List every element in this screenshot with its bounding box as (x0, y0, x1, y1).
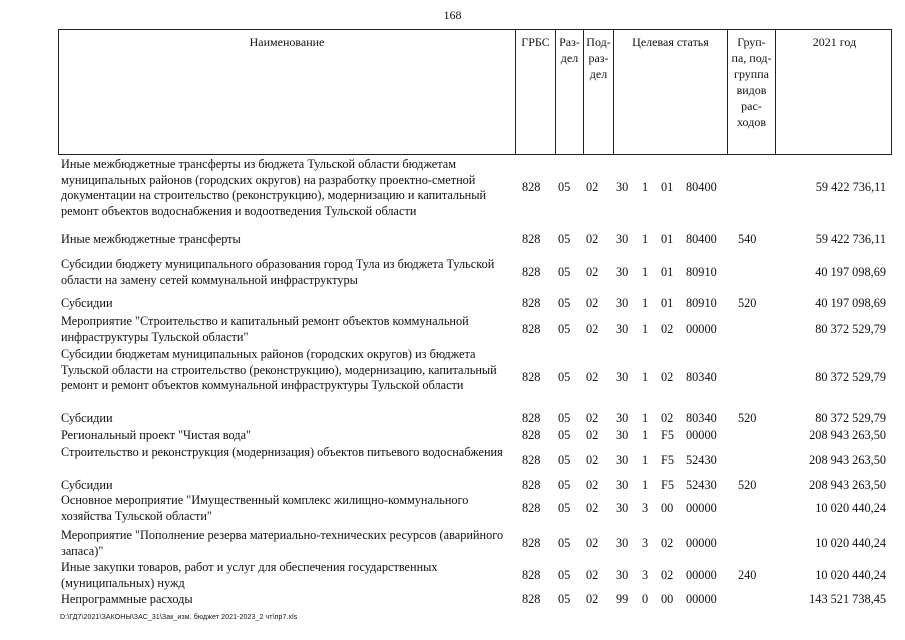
header-grbs: ГРБС (515, 30, 555, 154)
target-part2-cell: 3 (642, 500, 649, 515)
grbs-cell: 828 (522, 370, 541, 385)
target-part4-cell: 80910 (686, 264, 717, 279)
target-part1-cell: 30 (616, 370, 629, 385)
target-part1-cell: 30 (616, 477, 629, 492)
target-part1-cell: 30 (616, 295, 629, 310)
table-row (58, 296, 892, 312)
target-part3-cell: 01 (661, 264, 674, 279)
table-row (58, 528, 892, 559)
target-part4-cell: 80400 (686, 180, 717, 195)
target-part1-cell: 30 (616, 321, 629, 336)
target-part3-cell: F5 (661, 477, 674, 492)
row-name: Непрограммные расходы (61, 592, 193, 606)
table-row (58, 478, 892, 494)
grbs-cell: 828 (522, 427, 541, 442)
target-part2-cell: 1 (642, 264, 649, 279)
amount-cell: 208 943 263,50 (809, 477, 886, 492)
row-name: Субсидии (61, 296, 113, 310)
target-part2-cell: 1 (642, 295, 649, 310)
header-podrazdel: Под- раз- дел (583, 30, 613, 154)
amount-cell: 10 020 440,24 (815, 500, 886, 515)
razdel-cell: 05 (558, 452, 571, 467)
expense-group-cell: 520 (738, 410, 757, 425)
target-part2-cell: 1 (642, 477, 649, 492)
target-part3-cell: 02 (661, 321, 674, 336)
podrazdel-cell: 02 (586, 180, 599, 195)
grbs-cell: 828 (522, 410, 541, 425)
target-part1-cell: 30 (616, 264, 629, 279)
table-row (58, 560, 892, 591)
target-part3-cell: 02 (661, 370, 674, 385)
podrazdel-cell: 02 (586, 535, 599, 550)
row-name: Мероприятие "Строительство и капитальный ремонт объектов коммунальной инфраструктуры Тульской области" (61, 314, 469, 344)
row-name: Субсидии бюджетам муниципальных районов (городских округов) из бюджета Тульской области на строительство (реконструкцию), модернизацию, капитальный ремонт и ремонт объектов коммунальной инфраструктуры Тульской области (61, 347, 497, 393)
table-row (58, 232, 892, 248)
target-part2-cell: 1 (642, 410, 649, 425)
table-row (58, 257, 892, 288)
target-part3-cell: F5 (661, 452, 674, 467)
grbs-cell: 828 (522, 500, 541, 515)
expense-group-cell: 240 (738, 567, 757, 582)
razdel-cell: 05 (558, 295, 571, 310)
target-part1-cell: 30 (616, 535, 629, 550)
target-part3-cell: F5 (661, 427, 674, 442)
podrazdel-cell: 02 (586, 264, 599, 279)
razdel-cell: 05 (558, 500, 571, 515)
amount-cell: 59 422 736,11 (815, 231, 886, 246)
grbs-cell: 828 (522, 321, 541, 336)
podrazdel-cell: 02 (586, 295, 599, 310)
target-part1-cell: 99 (616, 591, 629, 606)
table-row (58, 592, 892, 608)
podrazdel-cell: 02 (586, 591, 599, 606)
target-part4-cell: 00000 (686, 567, 717, 582)
amount-cell: 40 197 098,69 (815, 264, 886, 279)
header-year-2021: 2021 год (775, 30, 893, 154)
header-razdel: Раз- дел (555, 30, 583, 154)
row-name: Мероприятие "Пополнение резерва материально-технических ресурсов (аварийного запаса)" (61, 528, 504, 558)
grbs-cell: 828 (522, 591, 541, 606)
razdel-cell: 05 (558, 427, 571, 442)
target-part4-cell: 00000 (686, 500, 717, 515)
razdel-cell: 05 (558, 231, 571, 246)
target-part3-cell: 01 (661, 295, 674, 310)
target-part2-cell: 1 (642, 427, 649, 442)
target-part4-cell: 52430 (686, 452, 717, 467)
target-part4-cell: 80910 (686, 295, 717, 310)
row-name: Иные закупки товаров, работ и услуг для обеспечения государственных (муниципальных) нужд (61, 560, 438, 590)
expense-group-cell: 540 (738, 231, 757, 246)
amount-cell: 208 943 263,50 (809, 427, 886, 442)
razdel-cell: 05 (558, 264, 571, 279)
target-part4-cell: 52430 (686, 477, 717, 492)
razdel-cell: 05 (558, 567, 571, 582)
header-target-article: Целевая статья (613, 30, 727, 154)
target-part2-cell: 0 (642, 591, 649, 606)
amount-cell: 10 020 440,24 (815, 535, 886, 550)
target-part2-cell: 1 (642, 180, 649, 195)
podrazdel-cell: 02 (586, 231, 599, 246)
row-name: Региональный проект "Чистая вода" (61, 428, 252, 442)
target-part2-cell: 1 (642, 370, 649, 385)
podrazdel-cell: 02 (586, 567, 599, 582)
row-name: Иные межбюджетные трансферты из бюджета Тульской области бюджетам муниципальных районов (городских округов) на разработку проектно-сметной документации на строительство (реконструкцию), модернизацию и капитальный ремонт объектов водоснабжения и водоотведения Тульской области (61, 157, 487, 218)
row-name: Строительство и реконструкция (модернизация) объектов питьевого водоснабжения (61, 445, 503, 459)
target-part2-cell: 1 (642, 231, 649, 246)
file-path-footer: D:\ГД7\2021\ЗАКОНЫ\ЗАС_31\Зак_изм. бюджет 2021-2023_2 чт\пр7.xls (60, 614, 298, 621)
amount-cell: 40 197 098,69 (815, 295, 886, 310)
target-part3-cell: 00 (661, 591, 674, 606)
podrazdel-cell: 02 (586, 477, 599, 492)
row-name: Субсидии (61, 478, 113, 492)
expense-group-cell: 520 (738, 477, 757, 492)
podrazdel-cell: 02 (586, 370, 599, 385)
target-part4-cell: 00000 (686, 321, 717, 336)
table-row (58, 314, 892, 345)
target-part4-cell: 80400 (686, 231, 717, 246)
podrazdel-cell: 02 (586, 427, 599, 442)
grbs-cell: 828 (522, 535, 541, 550)
amount-cell: 80 372 529,79 (815, 370, 886, 385)
amount-cell: 208 943 263,50 (809, 452, 886, 467)
grbs-cell: 828 (522, 477, 541, 492)
grbs-cell: 828 (522, 567, 541, 582)
target-part4-cell: 80340 (686, 410, 717, 425)
table-row (58, 347, 892, 409)
podrazdel-cell: 02 (586, 410, 599, 425)
target-part2-cell: 1 (642, 452, 649, 467)
target-part3-cell: 01 (661, 180, 674, 195)
target-part1-cell: 30 (616, 231, 629, 246)
target-part4-cell: 80340 (686, 370, 717, 385)
razdel-cell: 05 (558, 370, 571, 385)
target-part3-cell: 02 (661, 535, 674, 550)
target-part3-cell: 02 (661, 410, 674, 425)
row-name: Субсидии бюджету муниципального образования город Тула из бюджета Тульской области на замену сетей коммунальной инфраструктуры (61, 257, 495, 287)
razdel-cell: 05 (558, 477, 571, 492)
target-part2-cell: 1 (642, 321, 649, 336)
target-part4-cell: 00000 (686, 591, 717, 606)
row-name: Основное мероприятие "Имущественный комплекс жилищно-коммунального хозяйства Тульской области" (61, 493, 469, 523)
target-part3-cell: 01 (661, 231, 674, 246)
razdel-cell: 05 (558, 410, 571, 425)
target-part1-cell: 30 (616, 500, 629, 515)
target-part4-cell: 00000 (686, 427, 717, 442)
amount-cell: 80 372 529,79 (815, 410, 886, 425)
target-part1-cell: 30 (616, 180, 629, 195)
target-part1-cell: 30 (616, 427, 629, 442)
amount-cell: 80 372 529,79 (815, 321, 886, 336)
table-row (58, 428, 892, 444)
grbs-cell: 828 (522, 231, 541, 246)
podrazdel-cell: 02 (586, 500, 599, 515)
expense-group-cell: 520 (738, 295, 757, 310)
target-part3-cell: 02 (661, 567, 674, 582)
table-row (58, 445, 892, 476)
target-part1-cell: 30 (616, 410, 629, 425)
razdel-cell: 05 (558, 321, 571, 336)
podrazdel-cell: 02 (586, 321, 599, 336)
table-row (58, 411, 892, 427)
razdel-cell: 05 (558, 535, 571, 550)
podrazdel-cell: 02 (586, 452, 599, 467)
header-expense-group: Груп- па, под- группа видов рас- ходов (727, 30, 775, 154)
page-number: 168 (443, 8, 462, 22)
amount-cell: 10 020 440,24 (815, 567, 886, 582)
target-part1-cell: 30 (616, 567, 629, 582)
grbs-cell: 828 (522, 452, 541, 467)
table-row (58, 493, 892, 524)
grbs-cell: 828 (522, 180, 541, 195)
row-name: Иные межбюджетные трансферты (61, 232, 241, 246)
row-name: Субсидии (61, 411, 113, 425)
target-part1-cell: 30 (616, 452, 629, 467)
target-part4-cell: 00000 (686, 535, 717, 550)
grbs-cell: 828 (522, 295, 541, 310)
header-name: Наименование (249, 35, 325, 49)
razdel-cell: 05 (558, 180, 571, 195)
razdel-cell: 05 (558, 591, 571, 606)
amount-cell: 143 521 738,45 (809, 591, 886, 606)
amount-cell: 59 422 736,11 (815, 180, 886, 195)
target-part3-cell: 00 (661, 500, 674, 515)
grbs-cell: 828 (522, 264, 541, 279)
target-part2-cell: 3 (642, 567, 649, 582)
target-part2-cell: 3 (642, 535, 649, 550)
table-row (58, 157, 892, 219)
table-header (58, 29, 892, 155)
